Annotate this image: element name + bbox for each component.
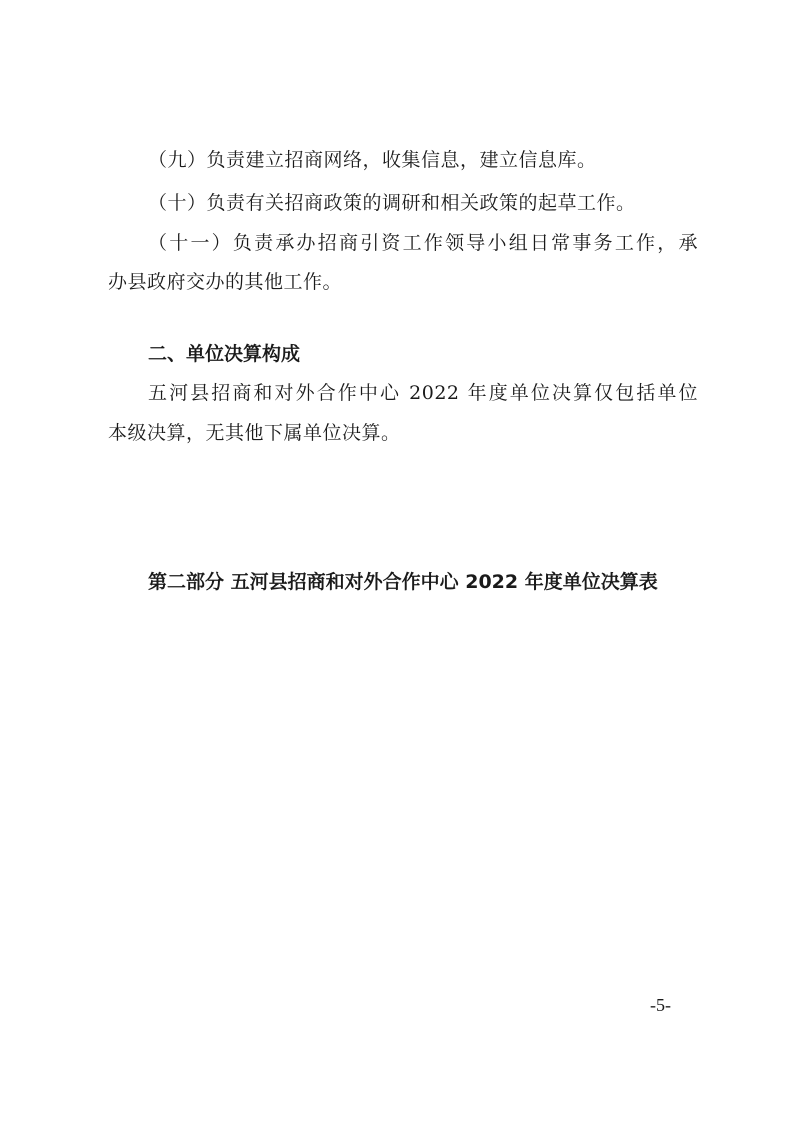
duty-item-10: （十）负责有关招商政策的调研和相关政策的起草工作。	[148, 192, 636, 214]
section-paragraph-line-1: 五河县招商和对外合作中心 2022 年度单位决算仅包括单位	[148, 382, 698, 404]
section-paragraph-line-2: 本级决算，无其他下属单位决算。	[108, 422, 401, 444]
duty-item-11-line-1: （十一）负责承办招商引资工作领导小组日常事务工作，承	[148, 232, 698, 254]
section-heading-unit-budget-composition: 二、单位决算构成	[148, 343, 301, 365]
duty-item-9: （九）负责建立招商网络，收集信息，建立信息库。	[148, 149, 597, 171]
part-two-title: 第二部分 五河县招商和对外合作中心 2022 年度单位决算表	[148, 571, 658, 593]
duty-item-11-line-2: 办县政府交办的其他工作。	[108, 271, 343, 293]
page-number: -5-	[650, 995, 671, 1015]
